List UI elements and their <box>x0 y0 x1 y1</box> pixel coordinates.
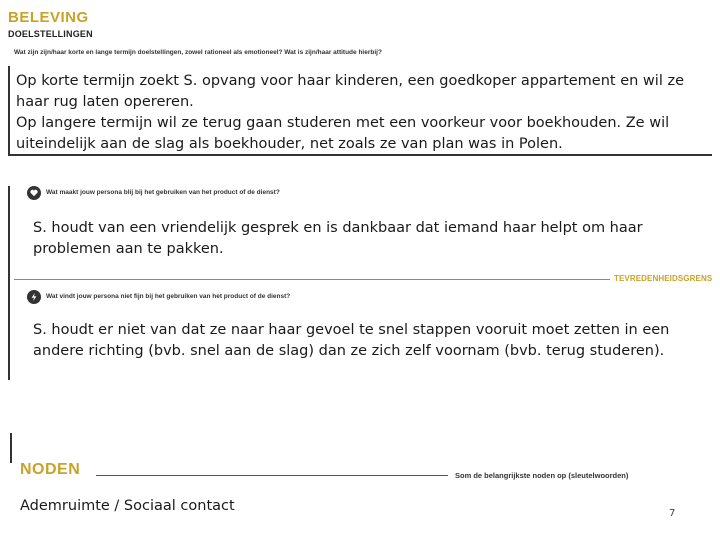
satisfaction-threshold-label: TEVREDENHEIDSGRENS <box>614 274 713 283</box>
unhappy-answer: S. houdt er niet van dat ze naar haar gevoel te snel stappen vooruit moet zetten in een andere richting (bvb. snel aan de slag) dan ze zich zelf voornam (bvb. terug studeren). <box>33 322 670 359</box>
left-rule-lower <box>10 433 12 463</box>
left-rule <box>8 186 10 380</box>
goals-answer <box>16 71 712 155</box>
heart-icon <box>27 186 41 200</box>
goals-question: Wat zijn zijn/haar korte en lange termijn doelstellingen, zowel rationeel als emotioneel? Wat is zijn/haar attitude hierbij? <box>14 49 382 56</box>
needs-answer: Ademruimte / Sociaal contact <box>20 498 235 514</box>
page-number: 7 <box>669 508 676 519</box>
goals-answer-short-term: Op korte termijn zoekt S. opvang voor haar kinderen, een goedkoper appartement en wil ze haar rug laten opereren. <box>16 73 684 110</box>
happy-question: Wat maakt jouw persona blij bij het gebruiken van het product of de dienst? <box>46 189 280 196</box>
needs-title: NODEN <box>20 461 81 478</box>
needs-rule <box>96 475 448 476</box>
page-title: BELEVING <box>8 9 89 26</box>
happy-answer: S. houdt van een vriendelijk gesprek en is dankbaar dat iemand haar helpt om haar problemen aan te pakken. <box>33 220 643 257</box>
needs-description: Som de belangrijkste noden op (sleutelwoorden) <box>455 471 629 480</box>
section-subtitle: DOELSTELLINGEN <box>8 29 93 39</box>
satisfaction-divider <box>14 279 610 280</box>
lightning-icon <box>27 290 41 304</box>
unhappy-question: Wat vindt jouw persona niet fijn bij het gebruiken van het product of de dienst? <box>46 293 291 300</box>
goals-answer-long-term: Op langere termijn wil ze terug gaan studeren met een voorkeur voor boekhouden. Ze wil uiteindelijk aan de slag als boekhouder, net zoals ze van plan was in Polen. <box>16 115 670 152</box>
